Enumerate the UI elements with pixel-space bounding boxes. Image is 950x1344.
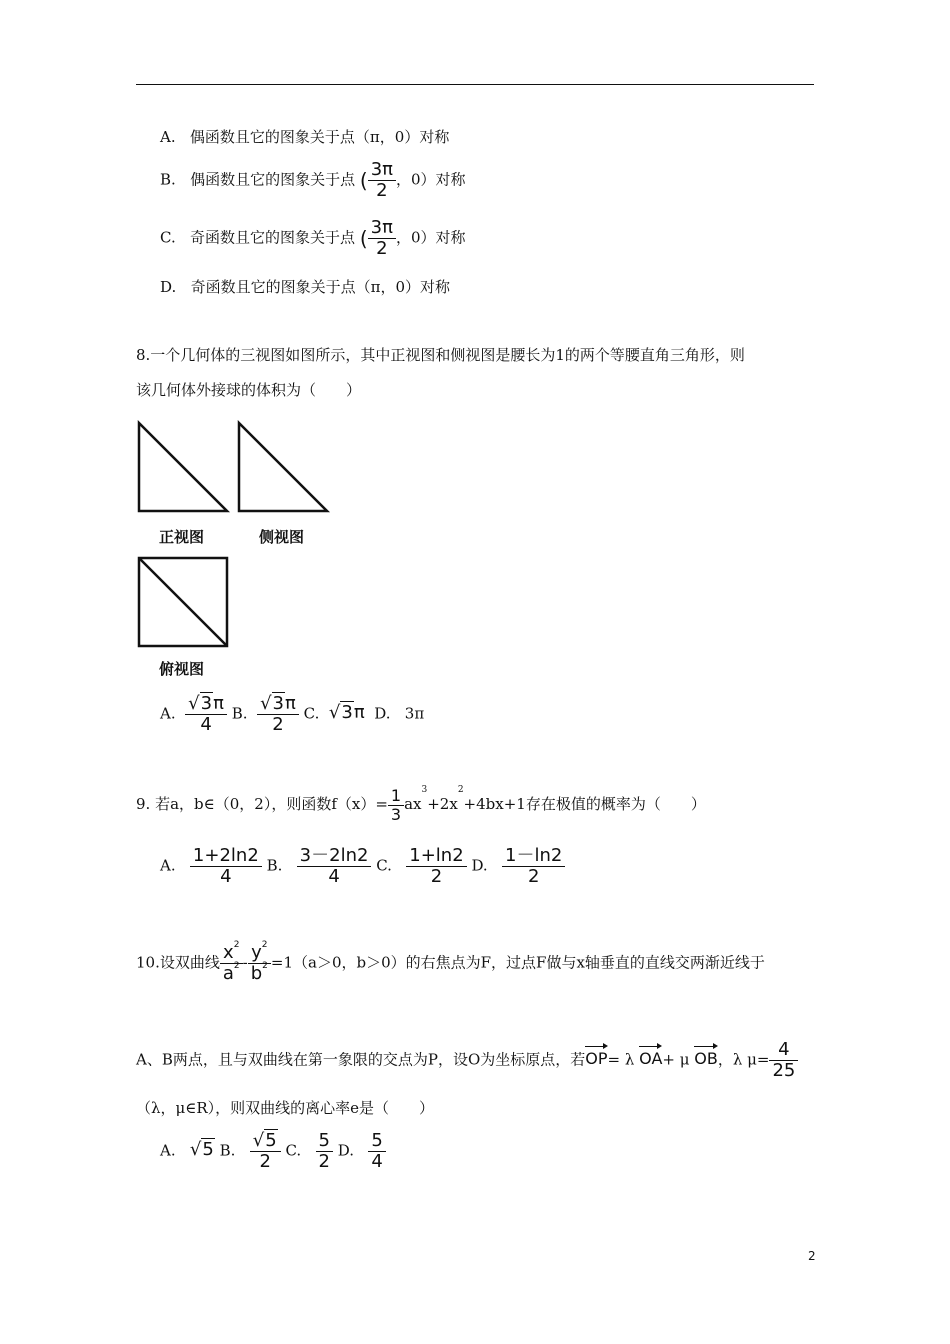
option-text: 奇函数且它的图象关于点（π，0）对称 <box>190 278 450 296</box>
fraction-d: $\frac{5}{4}$ <box>368 1131 385 1172</box>
page-number: 2 <box>808 1249 816 1263</box>
fraction-a: $\frac{1+2\ln 2}{4}$ <box>190 846 262 887</box>
option-text: 偶函数且它的图象关于点（π，0）对称 <box>189 128 450 146</box>
fraction-b: $\frac{√3\pi}{2}$ <box>257 694 299 735</box>
option-letter: D. <box>160 278 177 296</box>
q9-stem: 9. 若a，b∈（0，2），则函数f（x）= $\frac{1}{3}$ $ax^3+2x^2+4bx+1$存在极值的概率为（ ） <box>136 785 706 824</box>
q10-stem-line3: （λ，μ∈R），则双曲线的离心率e是（ ） <box>136 1099 435 1117</box>
option-letter: C. <box>285 1141 302 1160</box>
option-letter: B. <box>219 1141 236 1160</box>
denominator: 2 <box>376 179 388 201</box>
fraction-b: $\frac{3-2\ln 2}{4}$ <box>297 846 372 887</box>
option-text: 偶函数且它的图象关于点 <box>190 170 356 189</box>
q8-stem-line1: 8.一个几何体的三视图如图所示，其中正视图和侧视图是腰长为1的两个等腰直角三角形，则 <box>136 346 745 364</box>
vector-ob: OB <box>694 1043 718 1068</box>
vector-op: OP <box>585 1043 607 1068</box>
fraction <box>368 160 396 201</box>
fraction-4-25: $\frac{4}{25}$ <box>769 1040 798 1081</box>
option-letter: B. <box>266 856 283 875</box>
q7-option-b <box>160 160 466 201</box>
fraction-d: $\frac{1-\ln 2}{2}$ <box>502 846 565 887</box>
option-letter: A. <box>160 1141 176 1160</box>
option-letter: C. <box>303 704 320 723</box>
option-d-value: 3π <box>404 704 425 723</box>
option-a-value: √5 <box>189 1139 214 1161</box>
q8-stem-line2: 该几何体外接球的体积为（ ） <box>136 381 362 399</box>
fraction <box>368 218 396 259</box>
side-view-label: 侧视图 <box>259 528 305 546</box>
fraction-a: $\frac{√3\pi}{4}$ <box>185 694 227 735</box>
option-letter: A. <box>160 128 176 146</box>
q8-options <box>160 694 424 735</box>
numerator: 3π <box>368 160 396 181</box>
fraction-c: $\frac{1+\ln 2}{2}$ <box>406 846 466 887</box>
option-letter: B. <box>160 170 176 189</box>
q10-stem-line2: A、B两点，且与双曲线在第一象限的交点为P，设O为坐标原点，若OP= λ OA+ μ OB，λ μ= $\frac{4}{25}$ <box>136 1040 798 1081</box>
option-letter: D. <box>337 1141 354 1160</box>
option-letter: C. <box>160 228 176 247</box>
fraction-b: $\frac{√5}{2}$ <box>250 1131 281 1172</box>
sqrt: √3 <box>188 693 213 714</box>
q10-options <box>160 1131 386 1172</box>
paren-open: ( <box>359 226 368 251</box>
q10-stem-line1: 10.设双曲线 $\frac{x^2}{a^2}$ - $\frac{y^2}{b^2}$ =1（a＞0，b＞0）的右焦点为F，过点F做与x轴垂直的直线交两渐近线于 <box>136 940 765 984</box>
option-letter: A. <box>160 856 176 875</box>
q7-option-a <box>160 126 449 147</box>
top-view-label: 俯视图 <box>159 660 205 678</box>
paren-open: ( <box>359 168 368 193</box>
front-view-label: 正视图 <box>159 528 205 546</box>
fraction-c: $\frac{5}{2}$ <box>316 1131 333 1172</box>
option-letter: C. <box>376 856 392 875</box>
option-text-tail: ，0）对称 <box>396 170 466 189</box>
top-view-square <box>139 558 227 646</box>
option-letter: D. <box>471 856 488 875</box>
header-rule <box>136 84 814 85</box>
option-letter: D. <box>374 704 391 723</box>
numerator: 3π <box>368 218 396 239</box>
sqrt: √3 <box>260 693 284 714</box>
option-letter: A. <box>160 704 176 723</box>
q9-options <box>160 846 565 887</box>
q7-option-d <box>160 276 450 297</box>
option-c-value: √3π <box>328 702 365 724</box>
vector-oa: OA <box>639 1043 662 1068</box>
fraction-x2-a2: $\frac{x^2}{a^2}$ <box>220 943 243 984</box>
fraction-one-third: $\frac{1}{3}$ <box>388 787 404 823</box>
option-letter: B. <box>231 704 248 723</box>
option-text: 奇函数且它的图象关于点 <box>190 228 356 247</box>
q7-option-c <box>160 218 465 259</box>
denominator: 2 <box>376 237 388 259</box>
option-text-tail: ，0）对称 <box>395 228 466 247</box>
side-view-triangle <box>239 423 327 511</box>
fraction-y2-b2: $\frac{y^2}{b^2}$ <box>248 943 271 984</box>
front-view-triangle <box>139 423 227 511</box>
